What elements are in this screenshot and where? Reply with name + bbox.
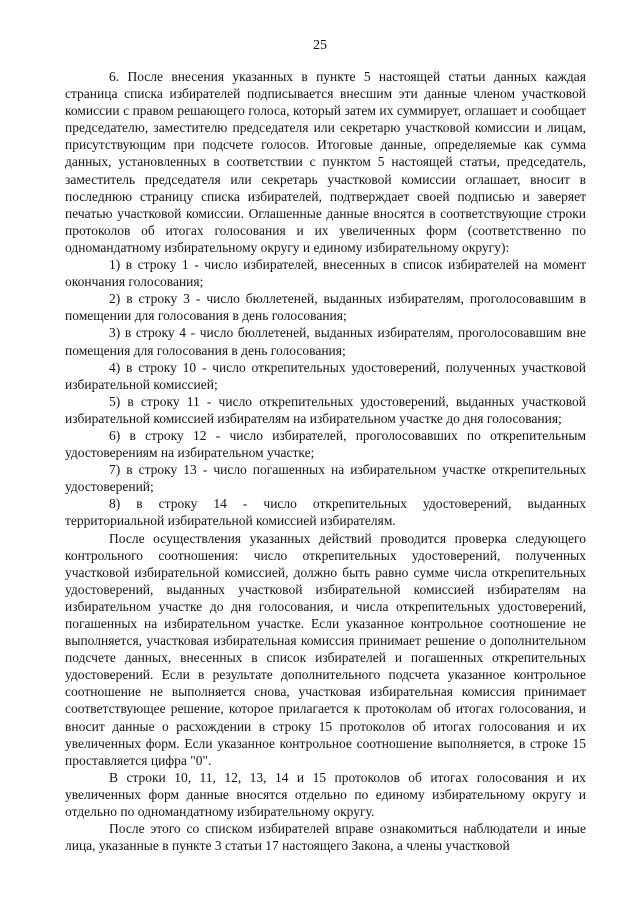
list-item-1: 1) в строку 1 - число избирателей, внесенных в список избирателей на момент окончания голосования; [65,257,586,290]
list-item-8: 8) в строку 14 - число открепительных удостоверений, выданных территориальной избирательной комиссией избирателям. [65,496,586,529]
list-item-7: 7) в строку 13 - число погашенных на избирательном участке открепительных удостоверений; [65,462,586,495]
list-item-4: 4) в строку 10 - число открепительных удостоверений, полученных участковой избирательной комиссией; [65,359,586,392]
paragraph-6-intro: 6. После внесения указанных в пункте 5 настоящей статьи данных каждая страница списка избирателей подписывается внесшим эти данные членом участковой комиссии с правом решающего голоса, который затем их суммирует, оглашает и сообщает председателю, заместителю председателя или секретарю участковой комиссии и лицам, присутствующим при подсчете голосов. Итоговые данные, определяемые как сумма данных, установленных в соответствии с пунктом 5 настоящей статьи, председатель, заместитель председателя или секретарь участковой комиссии оглашает, вносит в последнюю страницу списка избирателей, подтверждает своей подписью и заверяет печатью участковой комиссии. Оглашенные данные вносятся в соответствующие строки протоколов об итогах голосования и их увеличенных форм (соответственно по одномандатному избирательному округу и единому избирательному округу): [65,69,586,255]
list-item-5: 5) в строку 11 - число открепительных удостоверений, выданных участковой избирательной комиссией избирателям на избирательном участке до дня голосования; [65,393,586,426]
control-ratio-paragraph: После осуществления указанных действий проводится проверка следующего контрольного соотношения: число открепительных удостоверений, полученных участковой избирательной комиссией, должно быть равно сумме числа открепительных удостоверений, выданных участковой избирательной комиссией избирателям на избирательном участке до дня голосования, и числа открепительных удостоверений, погашенных на избирательном участке. Если указанное контрольное соотношение не выполняется, участковая избирательная комиссия принимает решение о дополнительном подсчете данных, внесенных в список избирателей и погашенных открепительных удостоверений. Если в результате дополнительного подсчета указанное контрольное соотношение не выполняется снова, участковая избирательная комиссия принимает соответствующее решение, которое прилагается к протоколам об итогах голосования, и вносит данные о расхождении в строку 15 протоколов об итогах голосования и их увеличенных форм. Если указанное контрольное соотношение выполняется, в строке 15 проставляется цифра "0". [65,530,586,768]
rows-paragraph: В строки 10, 11, 12, 13, 14 и 15 протоколов об итогах голосования и их увеличенных форм данные вносятся отдельно по единому избирательному округу и отдельно по одномандатному избирательному округу. [65,769,586,820]
document-body [65,68,586,854]
list-item-3: 3) в строку 4 - число бюллетеней, выданных избирателям, проголосовавшим вне помещения для голосования в день голосования; [65,325,586,358]
list-item-2: 2) в строку 3 - число бюллетеней, выданных избирателям, проголосовавшим в помещении для голосования в день голосования; [65,291,586,324]
list-item-6: 6) в строку 12 - число избирателей, проголосовавших по открепительным удостоверениям на избирательном участке; [65,427,586,461]
closing-paragraph: После этого со списком избирателей вправе ознакомиться наблюдатели и иные лица, указанные в пункте 3 статьи 17 настоящего Закона, а члены участковой [65,821,586,854]
page-number: 25 [313,38,327,53]
